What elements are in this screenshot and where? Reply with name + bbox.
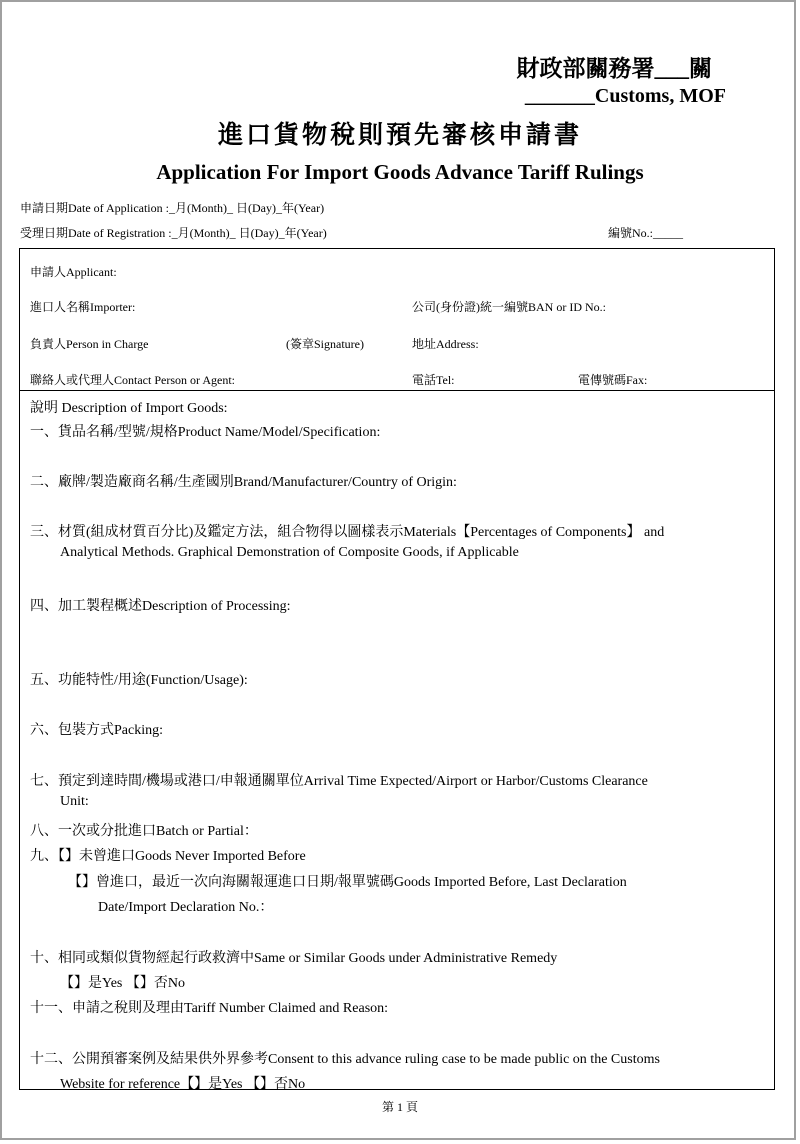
form-title-en: Application For Import Goods Advance Tariff Rulings: [156, 160, 644, 184]
item-12-cont: Website for reference【】是Yes 【】否No: [60, 1077, 306, 1092]
item-8: 八、一次或分批進口Batch or Partial：: [30, 824, 258, 839]
date-of-registration: 受理日期Date of Registration :_月(Month)_ 日(Day)_年(Year): [20, 226, 327, 240]
section-divider: [20, 390, 774, 391]
form-title-zh: 進口貨物稅則預先審核申請書: [217, 122, 582, 149]
item-1: 一、貨品名稱/型號/規格Product Name/Model/Specification:: [30, 425, 381, 440]
fax-label: 電傳號碼Fax:: [578, 373, 648, 387]
description-heading: 說明 Description of Import Goods:: [30, 401, 228, 416]
customs-office-en: _______Customs, MOF: [524, 85, 726, 107]
item-4: 四、加工製程概述Description of Processing:: [30, 599, 291, 614]
signature-label: (簽章Signature): [286, 337, 364, 351]
item-7: 七、預定到達時間/機場或港口/申報通關單位Arrival Time Expected/Airport or Harbor/Customs Clearance: [30, 774, 648, 789]
item-9-cont: Date/Import Declaration No.：: [98, 900, 274, 915]
item-9-imported-before: 【】曾進口，最近一次向海關報運進口日期/報單號碼Goods Imported Before, Last Declaration: [68, 875, 627, 890]
serial-number: 編號No.:_____: [608, 226, 684, 240]
customs-office-zh: 財政部關務署___關: [516, 56, 712, 81]
item-11: 十一、申請之稅則及理由Tariff Number Claimed and Reason:: [30, 1001, 389, 1016]
importer-label: 進口人名稱Importer:: [30, 300, 136, 314]
person-in-charge-label: 負責人Person in Charge: [30, 337, 149, 351]
contact-person-label: 聯絡人或代理人Contact Person or Agent:: [30, 373, 235, 387]
form-box: [19, 248, 775, 1090]
item-10: 十、相同或類似貨物經起行政救濟中Same or Similar Goods under Administrative Remedy: [30, 951, 558, 966]
item-9: 九、【】未曾進口Goods Never Imported Before: [30, 849, 306, 864]
item-2: 二、廠牌/製造廠商名稱/生產國別Brand/Manufacturer/Country of Origin:: [30, 475, 457, 490]
item-7-cont: Unit:: [60, 794, 89, 809]
ban-label: 公司(身份證)統一編號BAN or ID No.:: [412, 300, 606, 314]
applicant-label: 申請人Applicant:: [30, 265, 117, 279]
tel-label: 電話Tel:: [412, 373, 455, 387]
address-label: 地址Address:: [412, 337, 479, 351]
page-number: 第 1 頁: [381, 1100, 418, 1114]
item-12: 十二、公開預審案例及結果供外界參考Consent to this advance ruling case to be made public on the Customs: [30, 1052, 660, 1067]
item-3-cont: Analytical Methods. Graphical Demonstration of Composite Goods, if Applicable: [60, 545, 519, 560]
item-5: 五、功能特性/用途(Function/Usage):: [30, 673, 248, 688]
item-6: 六、包裝方式Packing:: [30, 723, 163, 738]
item-3: 三、材質(組成材質百分比)及鑑定方法，組合物得以圖樣表示Materials【Percentages of Components】 and: [30, 525, 665, 540]
item-10-options: 【】是Yes 【】否No: [60, 976, 185, 991]
date-of-application: 申請日期Date of Application :_月(Month)_ 日(Day)_年(Year): [20, 201, 325, 215]
